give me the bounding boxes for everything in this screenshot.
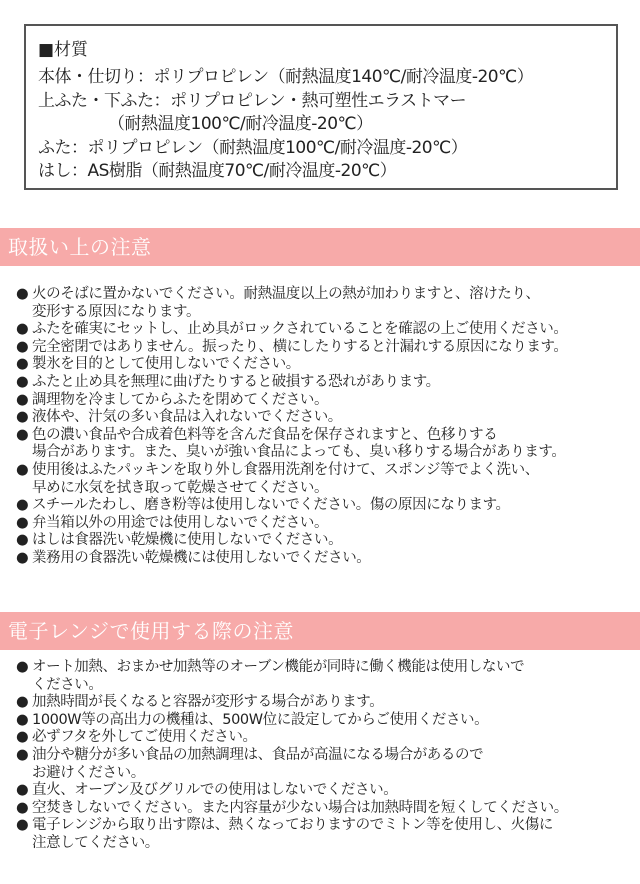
note-text: 調理物を冷ましてからふたを閉めてください。	[32, 391, 329, 408]
list-item	[16, 392, 628, 410]
list-item	[16, 532, 628, 550]
list-item	[16, 712, 628, 730]
note-text: オート加熱、おまかせ加熱等のオーブン機能が同時に働く機能は使用しないで	[32, 659, 525, 675]
bullet-icon: ●	[16, 409, 29, 426]
note-text: 加熱時間が長くなると容器が変形する場合があります。	[32, 694, 384, 711]
note-text: 色の濃い食品や合成着色料等を含んだ食品を保存されますと、色移りする	[32, 426, 498, 443]
note-text: 必ずフタを外してご使用ください。	[32, 729, 257, 746]
bullet-icon: ●	[16, 514, 29, 531]
list-item	[16, 356, 628, 374]
list-item	[16, 694, 628, 712]
note-text: 変形する原因になります。	[32, 303, 201, 320]
bullet-icon: ●	[16, 817, 29, 834]
note-text: ください。	[32, 676, 103, 693]
bullet-icon: ●	[16, 782, 29, 799]
note-text: 製氷を目的として使用しないでください。	[32, 356, 300, 373]
handling-section-header: 取扱い上の注意	[0, 228, 640, 266]
note-text: はしは食器洗い乾燥機に使用しないでください。	[32, 532, 343, 549]
note-text: 早めに水気を拭き取って乾燥させてください。	[32, 479, 329, 496]
materials-heading: ■材質	[38, 40, 89, 60]
note-text: 注意してください。	[32, 834, 159, 851]
list-item	[16, 729, 628, 747]
list-item	[16, 339, 628, 357]
bullet-icon: ●	[16, 391, 29, 408]
bullet-icon: ●	[16, 549, 29, 566]
note-text: 空焚きしないでください。また内容量が少ない場合は加熱時間を短くしてください。	[32, 799, 568, 816]
list-item	[16, 462, 628, 497]
list-item	[16, 286, 628, 321]
note-text: 1000W等の高出力の機種は、500W位に設定してからご使用ください。	[32, 711, 489, 728]
note-text: 使用後はふたパッキンを取り外し食器用洗剤を付けて、スポンジ等でよく洗い、	[32, 461, 539, 478]
bullet-icon: ●	[16, 461, 29, 478]
note-text: 液体や、汁気の多い食品は入れないでください。	[32, 409, 342, 426]
list-item	[16, 659, 628, 694]
handling-notes-list	[16, 286, 628, 568]
list-item	[16, 782, 628, 800]
note-text: 弁当箱以外の用途では使用しないでください。	[32, 514, 329, 531]
list-item	[16, 817, 628, 852]
note-text: 完全密閉ではありません。振ったり、横にしたりすると汁漏れする原因になります。	[32, 338, 568, 355]
bullet-icon: ●	[16, 373, 29, 390]
note-text: 油分や糖分が多い食品の加熱調理は、食品が高温になる場合があるので	[32, 746, 484, 763]
material-line-cover: ふた：ポリプロピレン（耐熱温度100℃/耐冷温度-20℃）	[38, 137, 468, 158]
list-item	[16, 409, 628, 427]
list-item	[16, 321, 628, 339]
materials-box	[24, 24, 618, 190]
list-item	[16, 497, 628, 515]
note-text: 火のそばに置かないでください。耐熱温度以上の熱が加わりますと、溶けたり、	[32, 286, 540, 302]
bullet-icon: ●	[16, 426, 29, 443]
bullet-icon: ●	[16, 497, 29, 514]
material-line-lids: 上ふた・下ふた：ポリプロピレン・熱可塑性エラストマー	[38, 90, 467, 111]
bullet-icon: ●	[16, 338, 29, 355]
bullet-icon: ●	[16, 532, 29, 549]
note-text: ふたと止め具を無理に曲げたりすると破損する恐れがあります。	[32, 373, 440, 390]
microwave-section-header: 電子レンジで使用する際の注意	[0, 612, 640, 650]
material-line-body: 本体・仕切り：ポリプロピレン（耐熱温度140℃/耐冷温度-20℃）	[38, 67, 534, 87]
bullet-icon: ●	[16, 746, 29, 763]
bullet-icon: ●	[16, 321, 29, 338]
bullet-icon: ●	[16, 729, 29, 746]
note-text: お避けください。	[32, 764, 145, 781]
microwave-notes-list	[16, 659, 628, 853]
list-item	[16, 550, 628, 568]
note-text: 直火、オーブン及びグリルでの使用はしないでください。	[32, 782, 398, 799]
list-item	[16, 747, 628, 782]
bullet-icon: ●	[16, 799, 29, 816]
list-item	[16, 427, 628, 462]
list-item	[16, 800, 628, 818]
material-line-chopsticks: はし：AS樹脂（耐熱温度70℃/耐冷温度-20℃）	[38, 161, 397, 181]
note-text: 場合があります。また、臭いが強い食品によっても、臭い移りする場合があります。	[32, 444, 566, 461]
note-text: 業務用の食器洗い乾燥機には使用しないでください。	[32, 549, 371, 566]
bullet-icon: ●	[16, 711, 29, 728]
note-text: ふたを確実にセットし、止め具がロックされていることを確認の上ご使用ください。	[32, 321, 568, 338]
note-text: 電子レンジから取り出す際は、熱くなっておりますのでミトン等を使用し、火傷に	[32, 817, 553, 834]
material-line-lids-temp: （耐熱温度100℃/耐冷温度-20℃）	[108, 114, 373, 134]
list-item	[16, 515, 628, 533]
bullet-icon: ●	[16, 659, 29, 675]
bullet-icon: ●	[16, 694, 29, 711]
bullet-icon: ●	[16, 286, 29, 302]
note-text: スチールたわし、磨き粉等は使用しないでください。傷の原因になります。	[32, 497, 510, 514]
list-item	[16, 374, 628, 392]
bullet-icon: ●	[16, 356, 29, 373]
